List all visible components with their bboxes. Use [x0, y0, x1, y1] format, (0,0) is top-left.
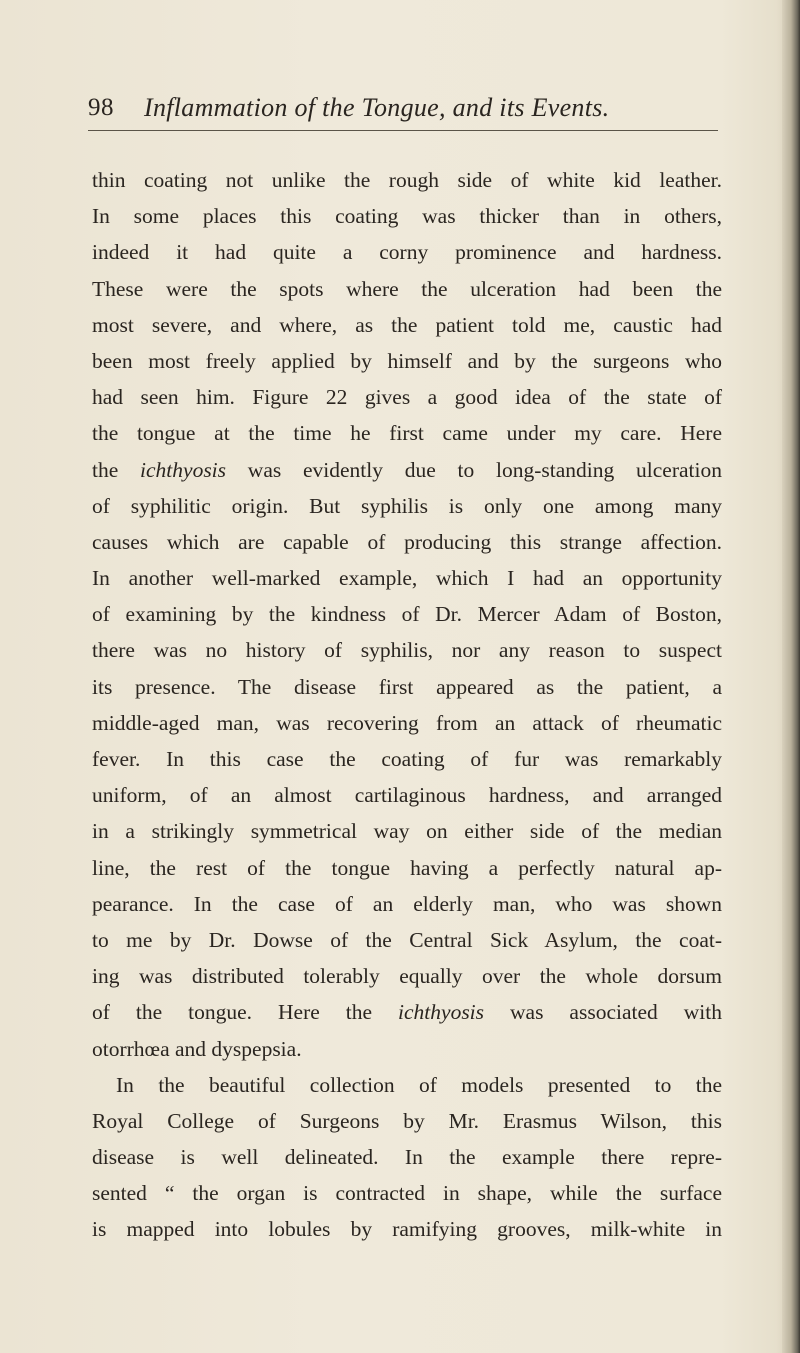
binding-edge — [782, 0, 800, 1353]
text-line: had seen him. Figure 22 gives a good idea of the state of — [92, 385, 722, 410]
text-line: pearance. In the case of an elderly man, who was shown — [92, 891, 722, 916]
text-line: there was no history of syphilis, nor any reason to suspect — [92, 638, 722, 663]
text-line: In some places this coating was thicker than in others, — [92, 204, 722, 229]
text-line: its presence. The disease first appeared as the patient, a — [92, 674, 722, 699]
header-rule — [88, 130, 718, 131]
text-line: disease is well delineated. In the example there repre- — [92, 1145, 722, 1170]
text-line: in a strikingly symmetrical way on either side of the median — [92, 819, 722, 844]
text-line: These were the spots where the ulceration had been the — [92, 276, 722, 301]
text-line: thin coating not unlike the rough side of white kid leather. — [92, 168, 722, 192]
body-text — [92, 162, 722, 1248]
text-line: indeed it had quite a corny prominence and hardness. — [92, 240, 722, 265]
text-line: In the beautiful collection of models presented to the — [116, 1072, 722, 1097]
text-line: to me by Dr. Dowse of the Central Sick Asylum, the coat- — [92, 927, 722, 952]
text-line: In another well-marked example, which I had an opportunity — [92, 566, 722, 591]
italic-term: ichthyosis — [398, 1000, 485, 1025]
text-line: fever. In this case the coating of fur was remarkably — [92, 747, 722, 771]
text-line: of examining by the kindness of Dr. Mercer Adam of Boston, — [92, 602, 722, 627]
text-line: the tongue at the time he first came under my care. Here — [92, 421, 722, 446]
text-line: line, the rest of the tongue having a perfectly natural ap- — [92, 855, 722, 880]
text-line: middle-aged man, was recovering from an attack of rheumatic — [92, 710, 722, 735]
text-line: is mapped into lobules by ramifying grooves, milk-white in — [92, 1217, 722, 1242]
text-line: otorrhœa and dyspepsia. — [92, 1036, 302, 1061]
text-line: of the tongue. Here the ichthyosis was associated with — [92, 1000, 722, 1025]
text-line: the ichthyosis was evidently due to long-standing ulceration — [92, 457, 722, 482]
text-line: causes which are capable of producing this strange affection. — [92, 529, 722, 554]
text-line: uniform, of an almost cartilaginous hardness, and arranged — [92, 783, 722, 808]
text-line: sented “ the organ is contracted in shape, while the surface — [92, 1181, 722, 1206]
text-line: ing was distributed tolerably equally over the whole dorsum — [92, 964, 722, 989]
text-line: most severe, and where, as the patient told me, caustic had — [92, 312, 722, 337]
text-line: been most freely applied by himself and by the surgeons who — [92, 348, 722, 373]
text-line: of syphilitic origin. But syphilis is only one among many — [92, 493, 722, 518]
page-header — [88, 92, 718, 132]
running-head: Inflammation of the Tongue, and its Events. — [144, 93, 610, 122]
text-line: Royal College of Surgeons by Mr. Erasmus Wilson, this — [92, 1108, 722, 1133]
italic-term: ichthyosis — [140, 457, 227, 482]
page-number: 98 — [88, 94, 114, 121]
